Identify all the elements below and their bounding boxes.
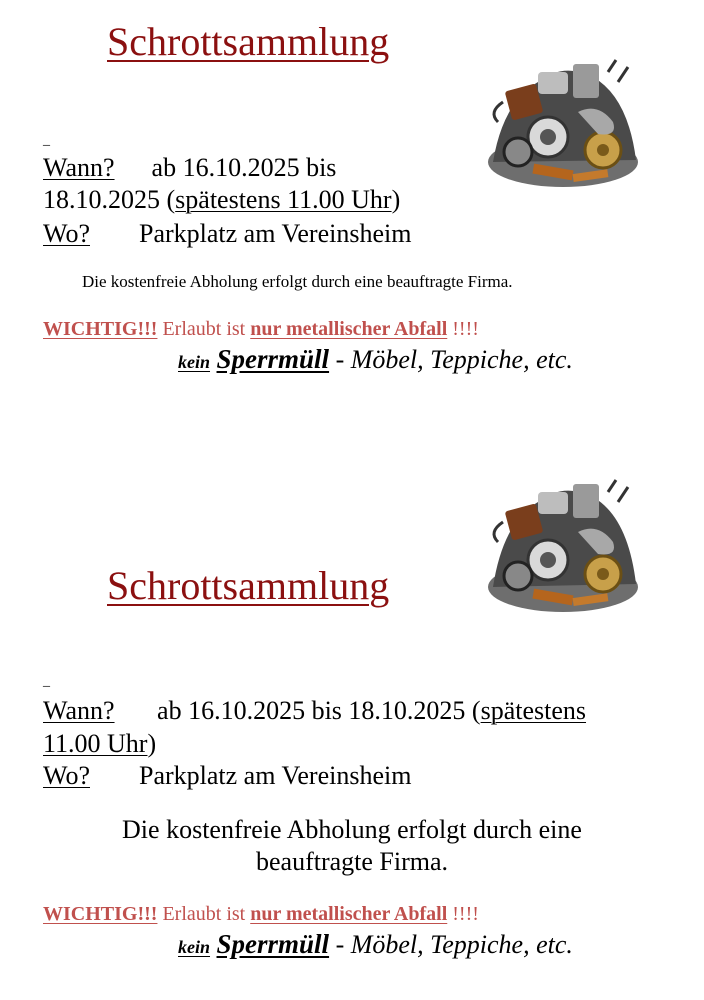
flyer1-when-row2 [43,185,400,215]
flyer1-info: Die kostenfreie Abholung erfolgt durch eine beauftragte Firma. [82,272,513,291]
flyer2-warning-label: WICHTIG!!! [43,903,158,925]
flyer2-kein: kein [178,937,211,957]
flyer1-examples: Möbel, Teppiche, etc. [350,345,573,374]
flyer2-info-line2: beauftragte Firma. [255,847,449,876]
flyer1-no-bulky [178,344,573,375]
flyer2-warning-emph: nur metallischer Abfall [250,903,448,925]
flyer2-sperrmuell: Sperrmüll [216,929,330,959]
flyer1-warning-label: WICHTIG!!! [43,318,158,340]
flyer1-when-date: 18.10.2025 ( [43,185,176,214]
flyer2-where-label: Wo? [43,761,90,790]
flyer1-marker: _ [43,133,50,148]
flyer2-warning-text: Erlaubt ist [157,903,251,925]
flyer1-sperrmuell: Sperrmüll [216,344,330,374]
flyer2-warning-end: !!!! [447,903,479,925]
flyer2-no-bulky [178,929,573,960]
flyer2-paren: ) [147,729,157,758]
flyer1-warning-text: Erlaubt ist [157,318,251,340]
flyer2-title: Schrottsammlung [107,563,390,608]
flyer1-paren: ) [391,185,401,214]
flyer2-where-row [43,761,411,791]
flyer2-marker: _ [43,674,50,689]
flyer2-deadline-2: 11.00 Uhr [43,729,148,758]
flyer2-where-value: Parkplatz am Vereinsheim [139,761,412,790]
flyer1-dash: - [329,345,351,374]
flyer2-when-label: Wann? [43,696,115,725]
flyer2-info-line1: Die kostenfreie Abholung erfolgt durch eine [122,815,582,844]
scrap-pile-icon [478,462,648,617]
flyer1-where-label: Wo? [43,219,90,248]
flyer1-warning-end: !!!! [447,318,479,340]
flyer1-kein: kein [178,352,211,372]
flyer2-examples: Möbel, Teppiche, etc. [350,930,573,959]
flyer2-when-row [43,696,586,726]
scrap-pile-image-2 [478,462,648,617]
flyer1-where-row [43,219,411,249]
flyer2-info [0,814,704,878]
flyer2-dash: - [329,930,351,959]
flyer1-warning-emph: nur metallischer Abfall [250,318,448,340]
flyer1-where-value: Parkplatz am Vereinsheim [139,219,412,248]
flyer2-when-row2 [43,729,156,759]
flyer1-warning [43,318,479,341]
flyer1-when-row [43,153,336,183]
scrap-pile-icon [478,42,648,192]
flyer1-title: Schrottsammlung [107,19,390,64]
scrap-pile-image [478,42,648,192]
flyer2-deadline-1: spätestens [480,696,587,725]
flyer2-warning [43,903,479,926]
flyer2-when-value: ab 16.10.2025 bis 18.10.2025 ( [157,696,481,725]
flyer1-when-label: Wann? [43,153,115,182]
flyer1-when-value: ab 16.10.2025 bis [151,153,337,182]
flyer1-deadline: spätestens 11.00 Uhr [175,185,392,214]
